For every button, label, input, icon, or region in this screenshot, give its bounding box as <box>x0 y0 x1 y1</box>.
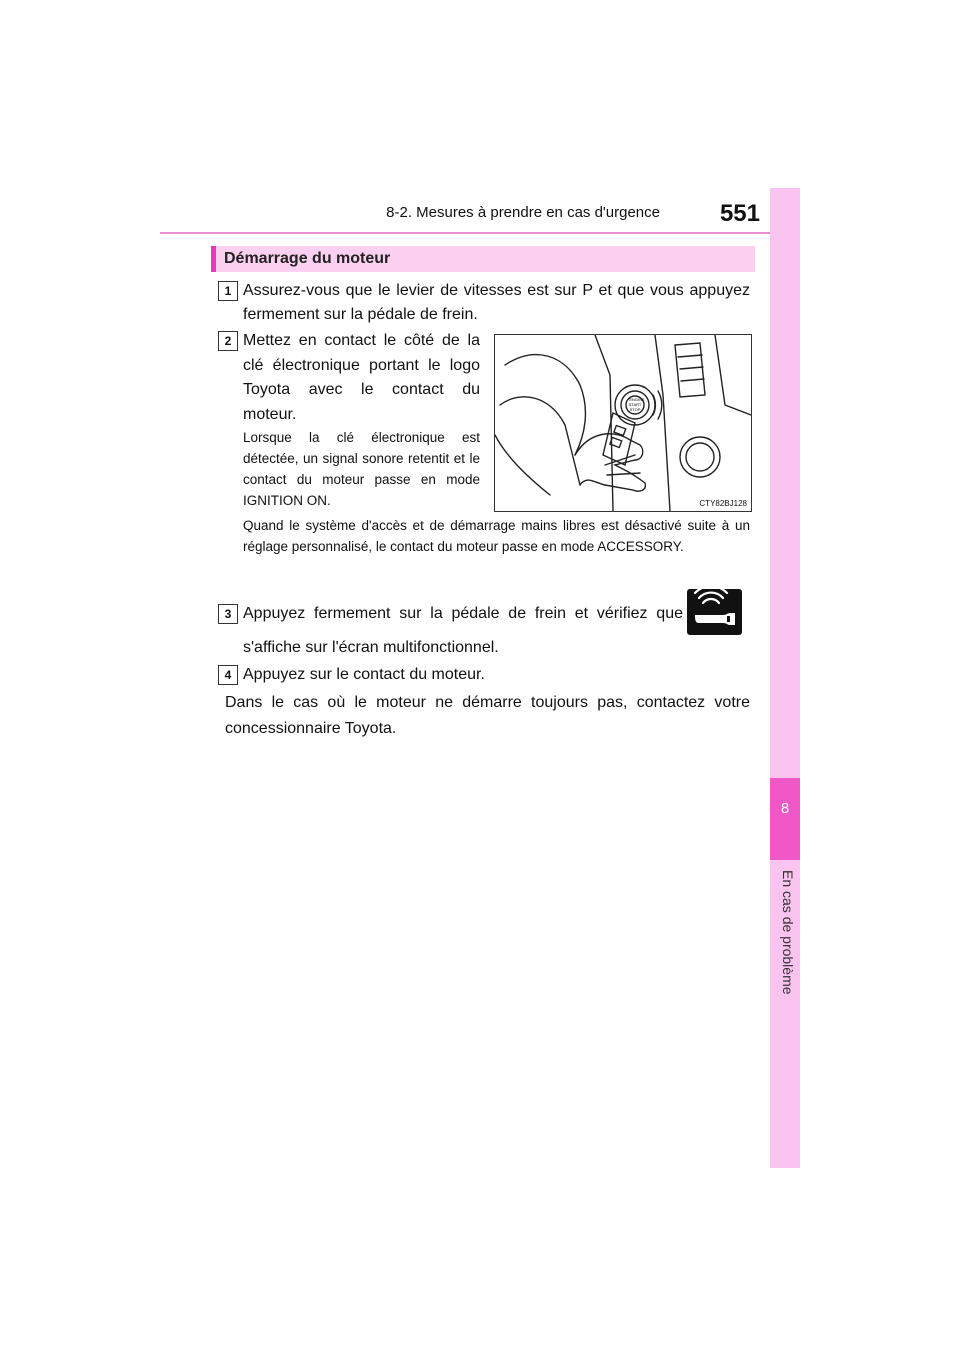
step-1-text: Assurez-vous que le levier de vitesses est sur P et que vous appuyez fermement sur la pédale de frein. <box>243 282 750 323</box>
step-2-note-2: Quand le système d'accès et de démarrage mains libres est désactivé suite à un réglage personnalisé, le contact du moteur passe en mode ACCESSORY. <box>243 518 750 554</box>
figure-caption: CTY82BJ128 <box>699 499 747 508</box>
step-4-text: Appuyez sur le contact du moteur. <box>243 666 485 683</box>
chapter-number: 8 <box>780 800 790 817</box>
chapter-label: En cas de problème <box>780 870 796 995</box>
chapter-sidebar <box>770 188 800 1168</box>
start-button-label-2: START <box>628 402 642 407</box>
step-2-text: Mettez en contact le côté de la clé électronique portant le logo Toyota avec le contact du moteur. <box>243 332 480 423</box>
step-2-note: Lorsque la clé électronique est détectée, un signal sonore retentit et le contact du moteur passe en mode IGNITION ON. <box>243 430 480 508</box>
step-number-1: 1 <box>218 281 238 301</box>
step-3-text-after: s'affiche sur l'écran multifonctionnel. <box>243 639 499 656</box>
key-wave-indicator-icon <box>687 589 742 635</box>
header-section-title: 8-2. Mesures à prendre en cas d'urgence <box>386 204 660 221</box>
step-3-text-before: Appuyez fermement sur la pédale de frein et vérifiez que <box>243 605 683 622</box>
chapter-tab <box>770 778 800 860</box>
start-button-label-1: ENGINE <box>629 397 645 402</box>
key-illustration-drawing <box>495 335 751 511</box>
closing-paragraph: Dans le cas où le moteur ne démarre toujours pas, contactez votre concessionnaire Toyota. <box>225 694 750 737</box>
section-heading: Démarrage du moteur <box>224 250 391 267</box>
start-button-label-3: STOP <box>629 407 641 412</box>
step-number-2: 2 <box>218 331 238 351</box>
header-rule <box>160 232 800 234</box>
step-number-3: 3 <box>218 604 238 624</box>
page-number: 551 <box>719 200 760 227</box>
step-number-4: 4 <box>218 665 238 685</box>
illustration-key-on-start-button <box>494 334 752 512</box>
